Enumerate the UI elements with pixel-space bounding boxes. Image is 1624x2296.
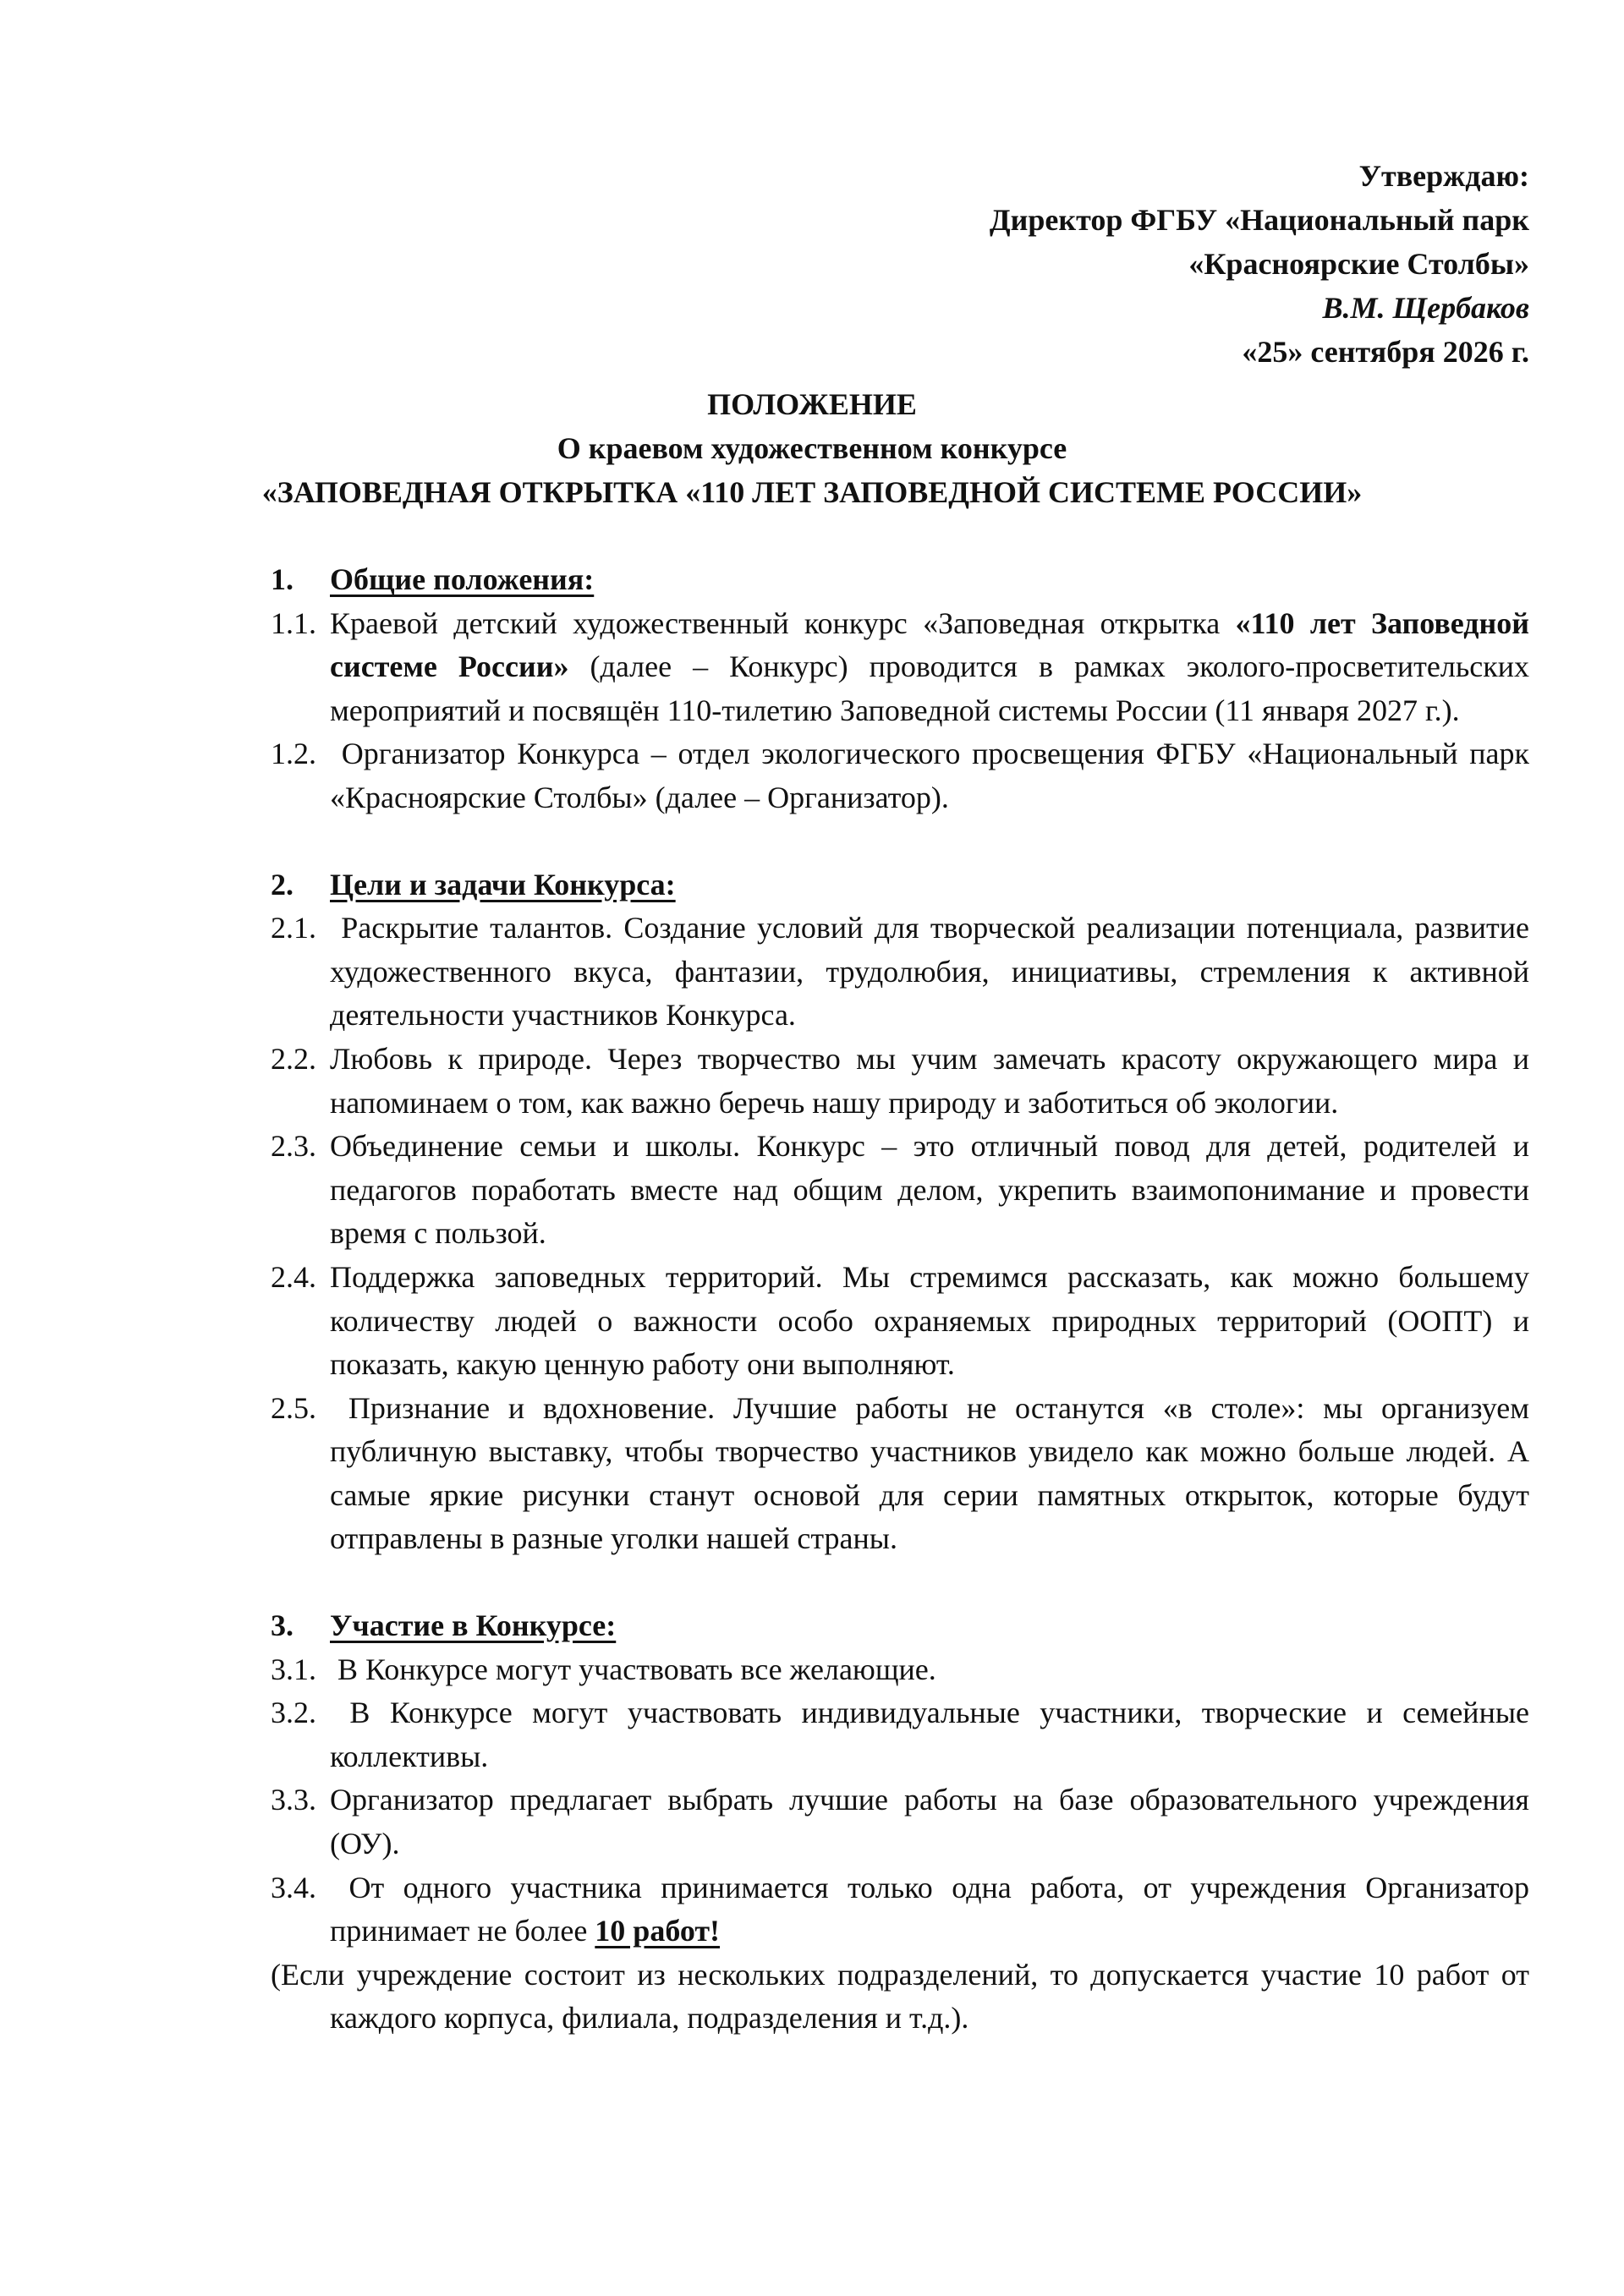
section-title: Цели и задачи Конкурса:: [330, 867, 676, 901]
document-body: [271, 558, 1529, 2041]
section-3-heading: [271, 1604, 1529, 1648]
clause-number: 2.3.: [271, 1129, 316, 1164]
contest-name: «ЗАПОВЕДНАЯ ОТКРЫТКА «110 ЛЕТ ЗАПОВЕДНОЙ СИСТЕМЕ РОССИИ»: [261, 475, 1363, 509]
approval-position: Директор ФГБУ «Национальный парк: [989, 203, 1529, 237]
section-number: 1.: [271, 562, 294, 596]
document-title: [254, 382, 1370, 514]
clause-3-1: [271, 1648, 1529, 1692]
clause-text: Любовь к природе. Через творчество мы учим замечать красоту окружающего мира и напоминаем о том, как важно беречь нашу природу и заботиться об экологии.: [330, 1041, 1529, 1120]
clause-text: В Конкурсе могут участвовать индивидуальные участники, творческие и семейные коллективы.: [330, 1696, 1529, 1773]
approval-organization: «Красноярские Столбы»: [1188, 247, 1529, 281]
clause-3-2: [271, 1691, 1529, 1778]
section-number: 3.: [271, 1608, 294, 1643]
clause-text: В Конкурсе могут участвовать все желающие.: [330, 1652, 936, 1686]
clause-text: Объединение семьи и школы. Конкурс – это отличный повод для детей, родителей и педагогов поработать вместе над общим делом, укрепить взаимопонимание и провести время с пользой.: [330, 1129, 1529, 1251]
clause-text: Организатор предлагает выбрать лучшие работы на базе образовательного учреждения (ОУ).: [330, 1783, 1529, 1861]
clause-text: Поддержка заповедных территорий. Мы стремимся рассказать, как можно большему количеству людей о важности особо охраняемых природных территорий (ООПТ) и показать, какую ценную работу они выполняют.: [330, 1259, 1529, 1382]
approval-date: «25» сентября 2026 г.: [1242, 335, 1529, 369]
clause-number: 2.5.: [271, 1390, 316, 1425]
approval-heading: Утверждаю:: [1358, 159, 1529, 193]
document-type: ПОЛОЖЕНИЕ: [707, 387, 917, 421]
document-subject: О краевом художественном конкурсе: [557, 431, 1067, 465]
clause-text: От одного участника принимается только одна работа, от учреждения Организатор принимает не более: [330, 1870, 1529, 1948]
clause-2-5: [271, 1387, 1529, 1561]
clause-2-4: [271, 1256, 1529, 1387]
clause-bold-text: «110 лет Заповедной системе России»: [330, 606, 1529, 684]
clause-text: Краевой детский художественный конкурс «Заповедная открытка: [330, 606, 1236, 640]
clause-number: 1.2.: [271, 737, 316, 771]
section-number: 2.: [271, 867, 294, 901]
clause-number: 3.2.: [271, 1696, 316, 1730]
clause-emphasis: 10 работ!: [595, 1914, 721, 1948]
approval-block: [683, 154, 1529, 374]
section-title: Участие в Конкурсе:: [330, 1608, 617, 1643]
clause-1-2: [271, 732, 1529, 819]
clause-3-4-note: (Если учреждение состоит из нескольких подразделений, то допускается участие 10 работ от каждого корпуса, филиала, подразделения и т.д.).: [271, 1957, 1529, 2036]
clause-text: Раскрытие талантов. Создание условий для творческой реализации потенциала, развитие художественного вкуса, фантазии, трудолюбия, инициативы, стремления к активной деятельности участников Конкурса.: [330, 911, 1529, 1033]
section-1-heading: [271, 558, 1529, 602]
section-title: Общие положения:: [330, 562, 595, 596]
section-2-heading: [271, 863, 1529, 907]
clause-number: 2.1.: [271, 911, 316, 945]
clause-2-3: [271, 1125, 1529, 1256]
clause-1-1: [271, 602, 1529, 733]
clause-2-2: [271, 1038, 1529, 1125]
clause-3-4: [271, 1866, 1529, 1954]
clause-number: 3.3.: [271, 1783, 316, 1817]
clause-text: Признание и вдохновение. Лучшие работы не останутся «в столе»: мы организуем публичную выставку, чтобы творчество участников увидело как можно больше людей. А самые яркие рисунки станут основой для серии памятных открыток, которые будут отправлены в разные уголки нашей страны.: [330, 1390, 1529, 1556]
clause-text-end: (далее – Конкурс) проводится в рамках эколого-просветительских мероприятий и посвящён 110-тилетию Заповедной системы России (11 января 2027 г.).: [330, 649, 1529, 727]
clause-number: 1.1.: [271, 606, 316, 640]
clause-number: 2.4.: [271, 1259, 316, 1294]
clause-text: Организатор Конкурса – отдел экологического просвещения ФГБУ «Национальный парк «Красноярские Столбы» (далее – Организатор).: [330, 737, 1529, 814]
approval-signatory: В.М. Щербаков: [1322, 291, 1529, 325]
section-gap: [271, 820, 1529, 863]
clause-2-1: [271, 907, 1529, 1038]
clause-number: 3.1.: [271, 1652, 316, 1686]
section-gap: [271, 1561, 1529, 1604]
clause-number: 2.2.: [271, 1041, 316, 1076]
clause-3-3: [271, 1778, 1529, 1866]
clause-number: 3.4.: [271, 1870, 316, 1904]
